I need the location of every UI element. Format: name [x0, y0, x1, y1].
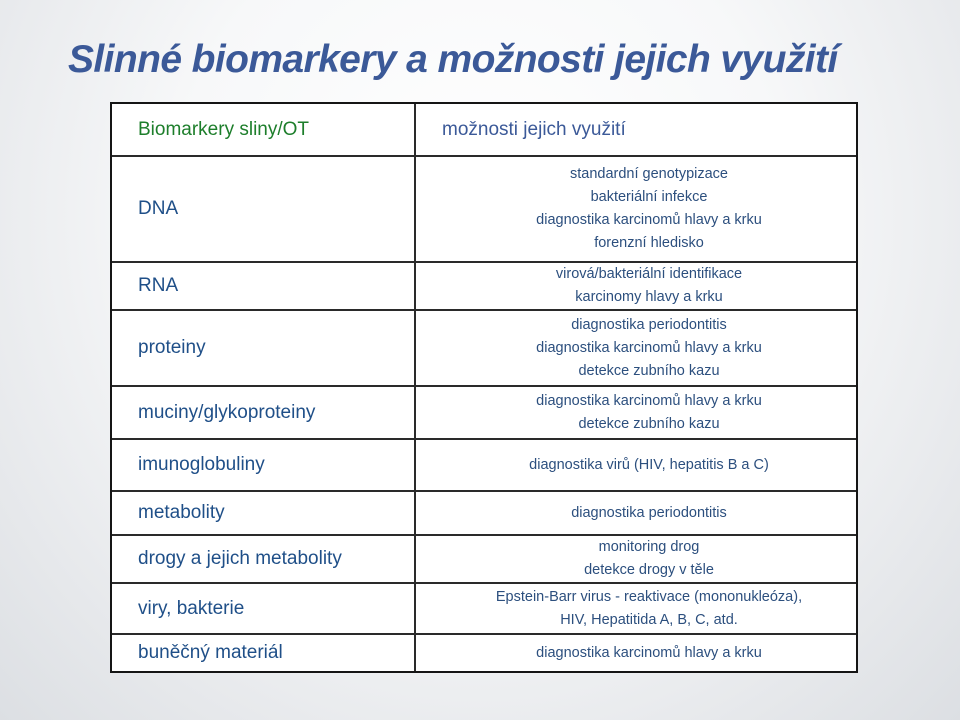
- header-biomarkers-cell: [112, 104, 416, 157]
- table-row-uses: [416, 157, 856, 263]
- use-item: bakteriální infekce: [590, 189, 708, 205]
- use-item: HIV, Hepatitida A, B, C, atd.: [560, 611, 738, 628]
- table-row-biomarker: [112, 157, 416, 263]
- biomarker-table: [110, 102, 858, 673]
- header-uses-cell: [416, 104, 856, 157]
- use-item: virová/bakteriální identifikace: [555, 266, 743, 282]
- table-row-uses: [416, 584, 856, 635]
- header-biomarkers: Biomarkery sliny/OT: [138, 118, 310, 140]
- biomarker-name: DNA: [138, 198, 179, 219]
- table-row-biomarker: [112, 440, 416, 492]
- table-row-uses: [416, 311, 856, 387]
- biomarker-name: muciny/glykoproteiny: [138, 401, 316, 423]
- use-item: standardní genotypizace: [570, 166, 728, 182]
- table-row-biomarker: [112, 311, 416, 387]
- use-item: diagnostika karcinomů hlavy a krku: [536, 644, 762, 661]
- use-item: forenzní hledisko: [594, 235, 704, 251]
- table-row-biomarker: [112, 635, 416, 671]
- use-item: detekce zubního kazu: [578, 415, 720, 432]
- use-item: Epstein-Barr virus - reaktivace (mononukleóza),: [495, 588, 803, 605]
- table-row-uses: [416, 492, 856, 536]
- table-row-uses: [416, 635, 856, 671]
- biomarker-name: metabolity: [138, 502, 225, 523]
- use-item: karcinomy hlavy a krku: [575, 289, 723, 305]
- use-item: diagnostika periodontitis: [571, 504, 727, 521]
- table-row-uses: [416, 536, 856, 584]
- use-item: monitoring drog: [598, 539, 700, 555]
- use-item: diagnostika karcinomů hlavy a krku: [536, 212, 762, 228]
- table-row-biomarker: [112, 387, 416, 440]
- use-item: diagnostika karcinomů hlavy a krku: [536, 339, 762, 356]
- biomarker-name: RNA: [138, 275, 179, 296]
- biomarker-name: drogy a jejich metabolity: [138, 548, 342, 569]
- biomarker-name: imunoglobuliny: [138, 454, 265, 475]
- table-row-biomarker: [112, 492, 416, 536]
- table-row-uses: [416, 440, 856, 492]
- biomarker-name: buněčný materiál: [138, 642, 283, 663]
- table-row-biomarker: [112, 536, 416, 584]
- use-item: diagnostika karcinomů hlavy a krku: [536, 392, 762, 409]
- biomarker-name: proteiny: [138, 337, 206, 358]
- use-item: diagnostika periodontitis: [571, 316, 727, 333]
- use-item: diagnostika virů (HIV, hepatitis B a C): [529, 456, 769, 473]
- use-item: detekce drogy v těle: [584, 562, 714, 578]
- table-row-uses: [416, 263, 856, 311]
- biomarker-name: viry, bakterie: [138, 597, 245, 619]
- table-row-biomarker: [112, 584, 416, 635]
- table-row-uses: [416, 387, 856, 440]
- slide-title: Slinné biomarkery a možnosti jejich využití: [68, 38, 838, 81]
- table-row-biomarker: [112, 263, 416, 311]
- header-uses: možnosti jejich využití: [442, 118, 626, 140]
- use-item: detekce zubního kazu: [578, 362, 720, 379]
